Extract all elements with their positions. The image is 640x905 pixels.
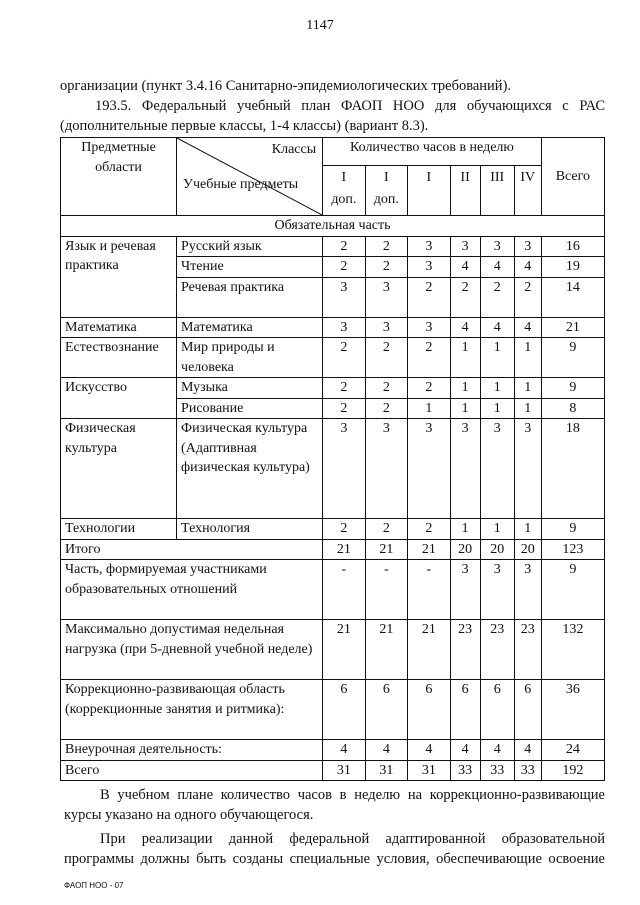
hours-value: 2 (365, 398, 407, 419)
hours-total: 192 (541, 760, 604, 781)
hours-value: 6 (450, 680, 480, 740)
hours-value: 33 (480, 760, 514, 781)
hours-value: 21 (323, 539, 365, 560)
hours-value: - (323, 560, 365, 620)
hours-value: 4 (514, 257, 541, 278)
hours-value: 2 (408, 378, 450, 399)
header-total: Всего (541, 138, 604, 216)
hours-value: 2 (514, 277, 541, 317)
hours-value: 4 (450, 317, 480, 338)
hours-total: 9 (541, 378, 604, 399)
intro-line-1: организации (пункт 3.4.16 Санитарно-эпидемиологических требований). (60, 78, 512, 94)
hours-value: 3 (514, 236, 541, 257)
hours-value: 3 (323, 419, 365, 519)
header-subjects: Учебные предметы (183, 177, 299, 192)
hours-value: 3 (408, 317, 450, 338)
hours-value: 1 (514, 398, 541, 419)
hours-value: 21 (323, 620, 365, 680)
hours-value: 4 (480, 740, 514, 761)
hours-total: 9 (541, 560, 604, 620)
summary-label: Коррекционно-развивающая область (коррекционные занятия и ритмика): (61, 680, 323, 740)
hours-value: 1 (450, 398, 480, 419)
hours-value: 21 (408, 620, 450, 680)
mandatory-part-title: Обязательная часть (61, 216, 605, 237)
hours-value: 2 (323, 257, 365, 278)
hours-value: 2 (365, 338, 407, 378)
subject-row (61, 236, 605, 257)
grade-header: I (408, 166, 450, 216)
hours-value: 20 (450, 539, 480, 560)
hours-value: 31 (365, 760, 407, 781)
subject-row (61, 519, 605, 540)
hours-value: 4 (450, 740, 480, 761)
area-name: Искусство (61, 378, 177, 419)
hours-value: 3 (514, 419, 541, 519)
hours-value: - (365, 560, 407, 620)
grade-header: III (480, 166, 514, 216)
hours-value: 1 (514, 338, 541, 378)
hours-value: 33 (514, 760, 541, 781)
hours-value: 1 (480, 398, 514, 419)
hours-value: 4 (514, 317, 541, 338)
hours-value: 2 (408, 519, 450, 540)
summary-row (61, 740, 605, 761)
intro-line-2: 193.5. Федеральный учебный план ФАОП НОО для обучающихся с РАС (95, 98, 605, 114)
header-classes: Классы (271, 142, 317, 157)
hours-value: 4 (408, 740, 450, 761)
hours-value: 2 (323, 236, 365, 257)
subject-name: Физическая культура (Адаптивная физическая культура) (177, 419, 323, 519)
hours-value: 2 (323, 338, 365, 378)
hours-value: 1 (480, 378, 514, 399)
hours-value: 6 (480, 680, 514, 740)
summary-label: Максимально допустимая недельная нагрузка (при 5-дневной учебной неделе) (61, 620, 323, 680)
hours-value: 1 (514, 378, 541, 399)
page-number: 1147 (306, 18, 334, 33)
summary-row (61, 680, 605, 740)
subject-row (61, 378, 605, 399)
header-hours: Количество часов в неделю (323, 138, 542, 166)
grade-header: IV (514, 166, 541, 216)
hours-value: 3 (323, 277, 365, 317)
header-areas: Предметные области (61, 138, 177, 216)
hours-value: 3 (365, 317, 407, 338)
hours-value: 1 (450, 378, 480, 399)
hours-value: 3 (514, 560, 541, 620)
hours-value: 4 (514, 740, 541, 761)
hours-value: 2 (323, 378, 365, 399)
subject-name: Математика (177, 317, 323, 338)
area-name: Математика (61, 317, 177, 338)
summary-label: Внеурочная деятельность: (61, 740, 323, 761)
hours-value: 1 (408, 398, 450, 419)
summary-label: Всего (61, 760, 323, 781)
intro-line-3: (дополнительные первые классы, 1-4 классы) (вариант 8.3). (60, 118, 429, 134)
hours-value: 3 (480, 419, 514, 519)
subject-name: Чтение (177, 257, 323, 278)
summary-row (61, 620, 605, 680)
subject-name: Рисование (177, 398, 323, 419)
subject-row (61, 419, 605, 519)
hours-value: 4 (480, 317, 514, 338)
hours-value: 2 (365, 378, 407, 399)
hours-value: 2 (365, 257, 407, 278)
subject-row (61, 338, 605, 378)
area-name: Язык и речевая практика (61, 236, 177, 317)
hours-value: 2 (408, 277, 450, 317)
header-diagonal-cell (177, 138, 323, 216)
hours-value: 1 (480, 338, 514, 378)
hours-value: 6 (408, 680, 450, 740)
hours-value: 33 (450, 760, 480, 781)
hours-value: 3 (323, 317, 365, 338)
hours-value: 2 (408, 338, 450, 378)
para2-line2: программы должны быть созданы специальные условия, обеспечивающие освоение (64, 851, 605, 867)
footer-code: ФАОП НОО - 07 (64, 881, 124, 890)
hours-value: 6 (514, 680, 541, 740)
hours-value: 4 (323, 740, 365, 761)
curriculum-table (60, 137, 605, 781)
hours-total: 9 (541, 519, 604, 540)
para1-line1: В учебном плане количество часов в неделю на коррекционно-развивающие (100, 787, 605, 803)
hours-value: 23 (480, 620, 514, 680)
hours-total: 36 (541, 680, 604, 740)
area-name: Технологии (61, 519, 177, 540)
area-name: Естествознание (61, 338, 177, 378)
subject-name: Музыка (177, 378, 323, 399)
hours-value: 1 (450, 338, 480, 378)
hours-value: 21 (365, 539, 407, 560)
summary-row (61, 539, 605, 560)
hours-value: - (408, 560, 450, 620)
subject-name: Русский язык (177, 236, 323, 257)
hours-value: 2 (323, 519, 365, 540)
hours-total: 21 (541, 317, 604, 338)
hours-value: 23 (514, 620, 541, 680)
hours-value: 4 (450, 257, 480, 278)
hours-value: 21 (365, 620, 407, 680)
hours-value: 1 (450, 519, 480, 540)
hours-total: 16 (541, 236, 604, 257)
hours-value: 3 (450, 419, 480, 519)
hours-value: 2 (450, 277, 480, 317)
hours-value: 4 (480, 257, 514, 278)
hours-value: 3 (450, 236, 480, 257)
subject-name: Мир природы и человека (177, 338, 323, 378)
hours-value: 2 (365, 236, 407, 257)
hours-total: 9 (541, 338, 604, 378)
grade-header: II (450, 166, 480, 216)
hours-value: 4 (365, 740, 407, 761)
hours-value: 3 (408, 419, 450, 519)
hours-value: 2 (365, 519, 407, 540)
hours-value: 20 (514, 539, 541, 560)
summary-label: Часть, формируемая участниками образовательных отношений (61, 560, 323, 620)
grade-header: I доп. (323, 166, 365, 216)
para2-line1: При реализации данной федеральной адаптированной образовательной (100, 831, 605, 847)
hours-total: 19 (541, 257, 604, 278)
summary-label: Итого (61, 539, 323, 560)
hours-value: 3 (408, 257, 450, 278)
hours-value: 3 (365, 277, 407, 317)
hours-value: 1 (480, 519, 514, 540)
hours-value: 3 (480, 236, 514, 257)
hours-value: 3 (365, 419, 407, 519)
hours-total: 14 (541, 277, 604, 317)
hours-total: 18 (541, 419, 604, 519)
hours-value: 6 (365, 680, 407, 740)
hours-total: 123 (541, 539, 604, 560)
summary-row (61, 560, 605, 620)
summary-row (61, 760, 605, 781)
hours-value: 3 (450, 560, 480, 620)
subject-name: Технология (177, 519, 323, 540)
hours-value: 23 (450, 620, 480, 680)
hours-value: 2 (480, 277, 514, 317)
para1-line2: курсы указано на одного обучающегося. (64, 807, 314, 823)
hours-value: 6 (323, 680, 365, 740)
grade-header: I доп. (365, 166, 407, 216)
hours-value: 31 (323, 760, 365, 781)
hours-total: 24 (541, 740, 604, 761)
hours-value: 20 (480, 539, 514, 560)
hours-value: 1 (514, 519, 541, 540)
hours-value: 3 (480, 560, 514, 620)
hours-total: 8 (541, 398, 604, 419)
hours-total: 132 (541, 620, 604, 680)
subject-row (61, 317, 605, 338)
hours-value: 21 (408, 539, 450, 560)
subject-name: Речевая практика (177, 277, 323, 317)
hours-value: 31 (408, 760, 450, 781)
hours-value: 3 (408, 236, 450, 257)
hours-value: 2 (323, 398, 365, 419)
area-name: Физическая культура (61, 419, 177, 519)
